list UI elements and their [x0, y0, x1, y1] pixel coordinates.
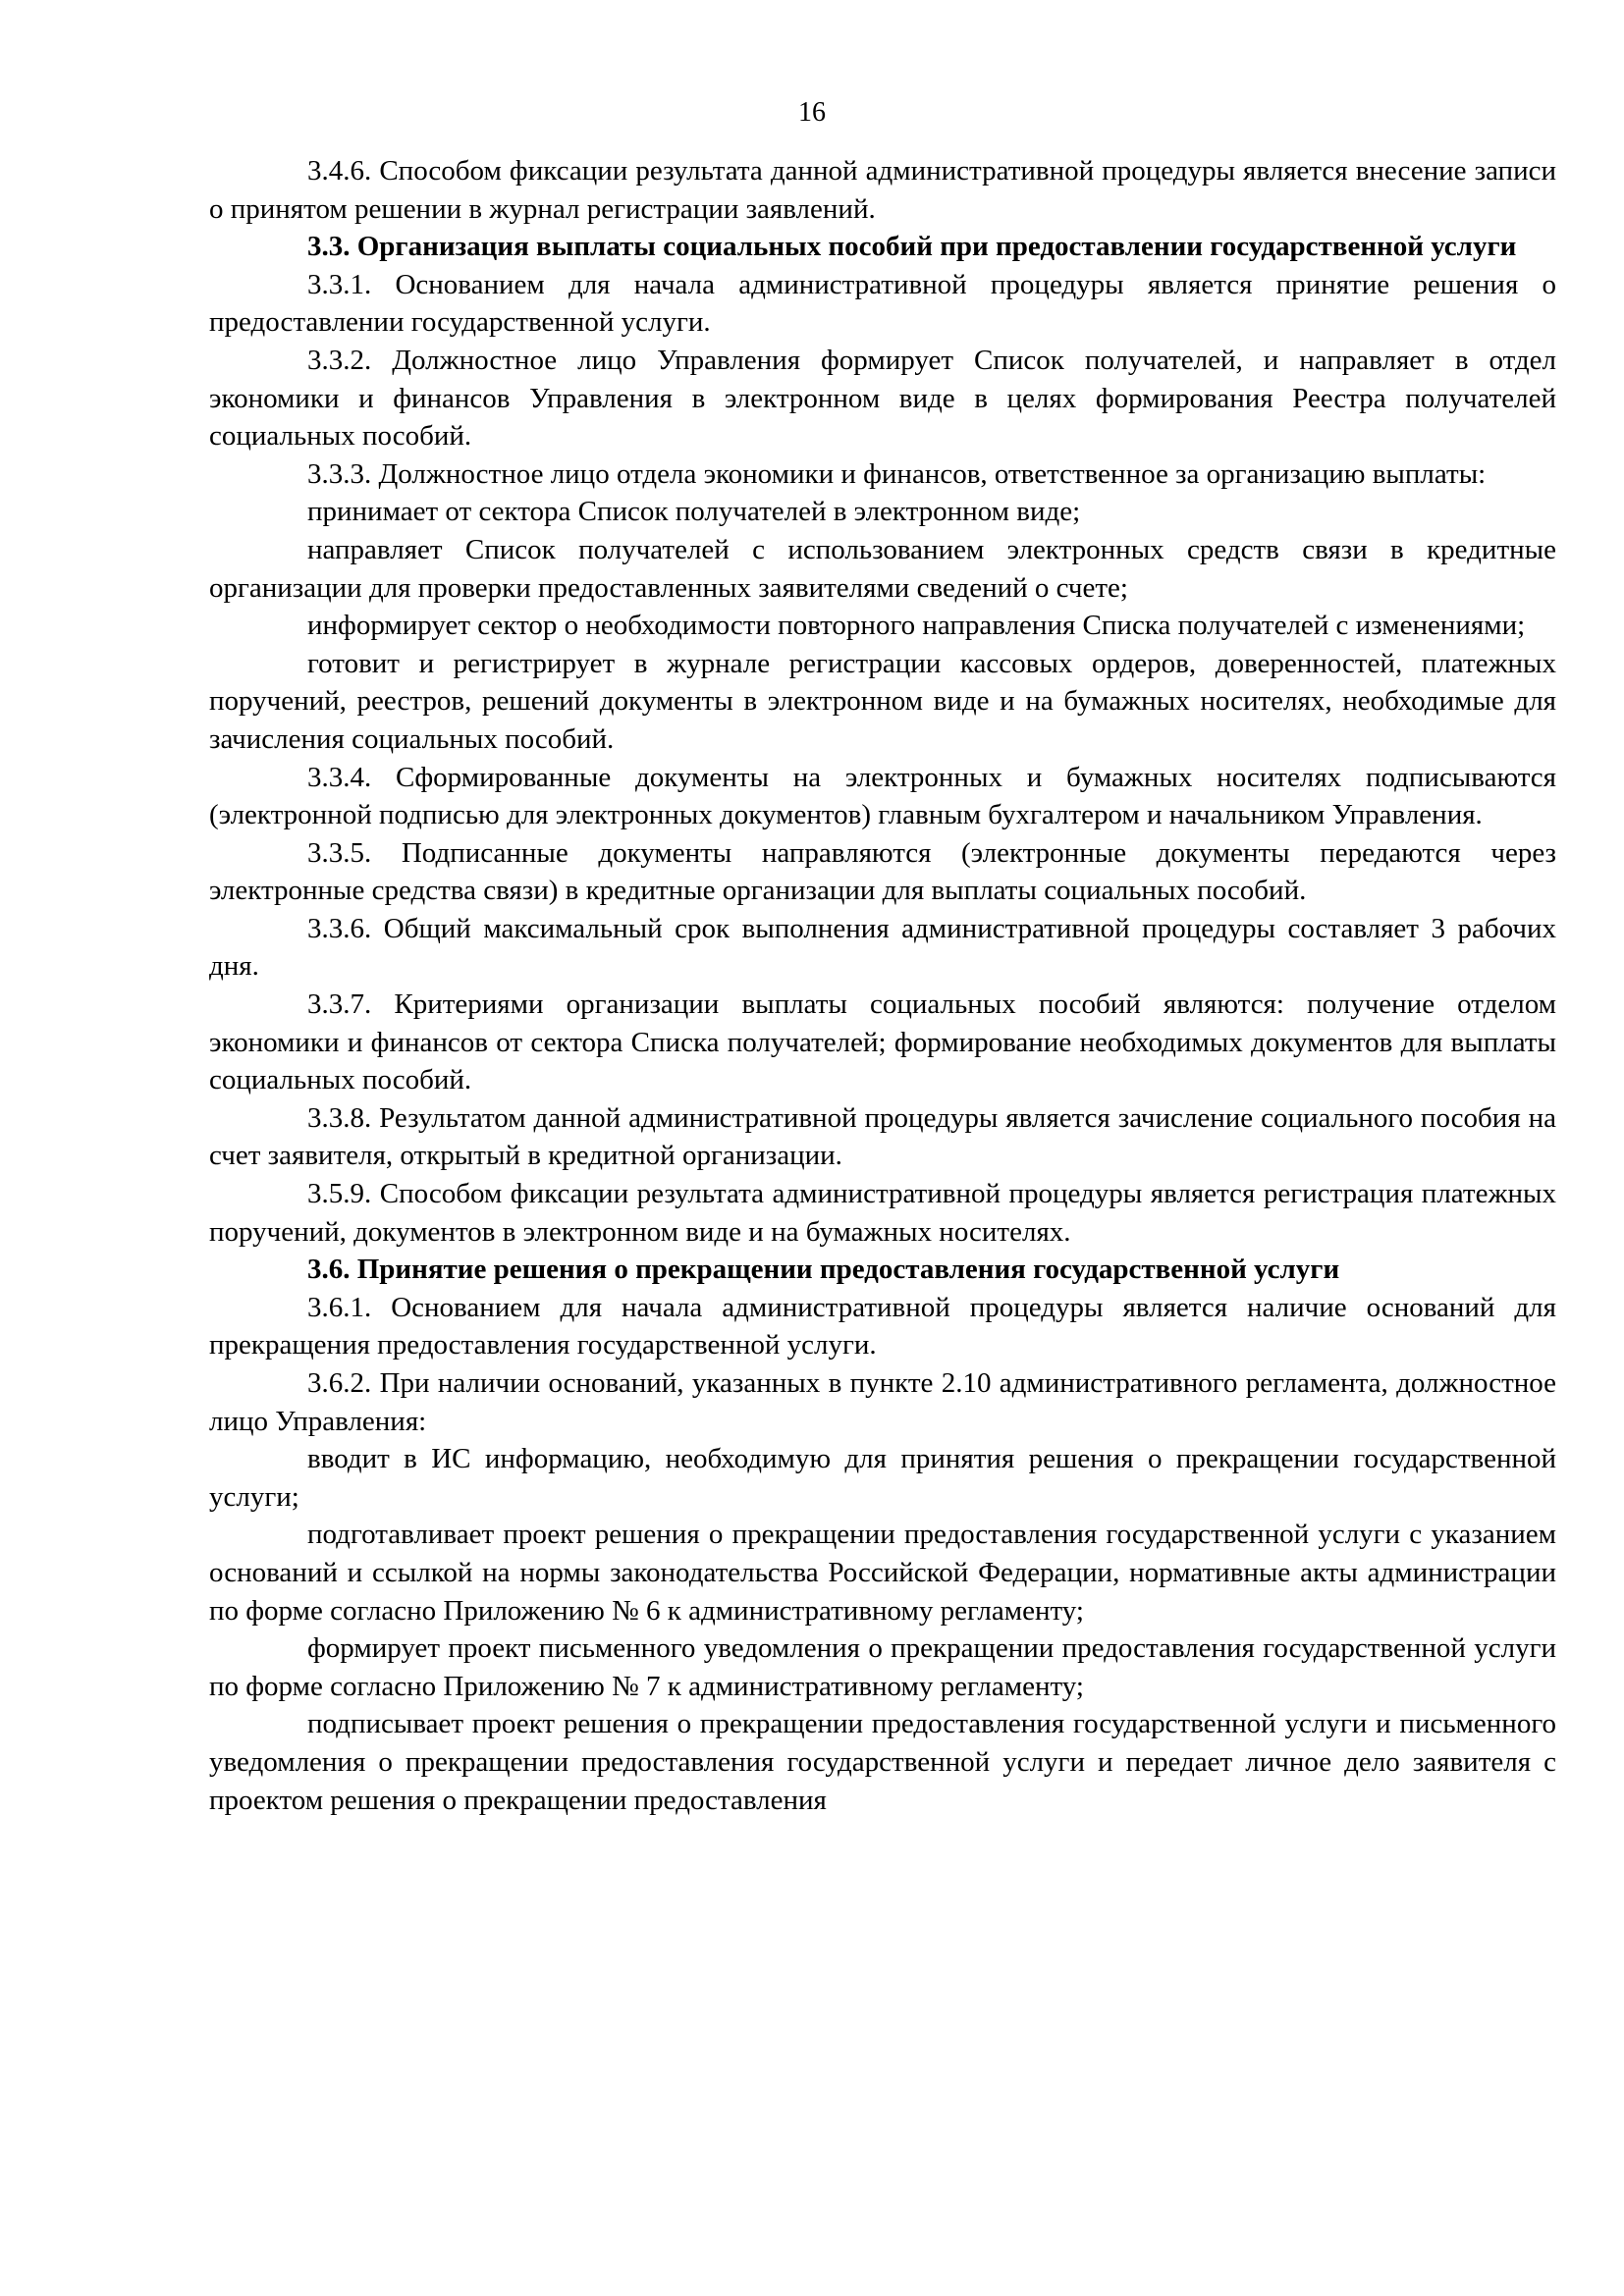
- section-heading: 3.6. Принятие решения о прекращении предоставления государственной услуги: [307, 1254, 1340, 1286]
- page-number: 16: [798, 97, 826, 128]
- paragraph: 3.6.2. При наличии оснований, указанных в пункте 2.10 административного регламента, должностное лицо Управления:: [209, 1367, 1556, 1437]
- list-item: подписывает проект решения о прекращении предоставления государственной услуги и письменного уведомления о прекращении предоставления государственной услуги и передает личное дело заявителя с проектом решения о прекращении предоставления: [209, 1708, 1556, 1816]
- list-item: вводит в ИС информацию, необходимую для принятия решения о прекращении государственной услуги;: [209, 1443, 1556, 1513]
- list-item: формирует проект письменного уведомления о прекращении предоставления государственной услуги по форме согласно Приложению № 7 к административному регламенту;: [209, 1632, 1556, 1702]
- paragraph: 3.3.5. Подписанные документы направляются (электронные документы передаются через электронные средства связи) в кредитные организации для выплаты социальных пособий.: [209, 836, 1556, 907]
- list-item: информирует сектор о необходимости повторного направления Списка получателей с изменениями;: [307, 610, 1526, 642]
- paragraph: 3.6.1. Основанием для начала административной процедуры является наличие оснований для прекращения предоставления государственной услуги.: [209, 1291, 1556, 1362]
- section-heading: 3.3. Организация выплаты социальных пособий при предоставлении государственной услуги: [307, 231, 1517, 263]
- list-item: подготавливает проект решения о прекращении предоставления государственной услуги с указанием оснований и ссылкой на нормы законодательства Российской Федерации, нормативные акты администрации по форме согласно Приложению № 6 к административному регламенту;: [209, 1519, 1556, 1627]
- list-item: готовит и регистрирует в журнале регистрации кассовых ордеров, доверенностей, платежных поручений, реестров, решений документы в электронном виде и на бумажных носителях, необходимые для зачисления социальных пособий.: [209, 647, 1556, 755]
- paragraph: 3.3.3. Должностное лицо отдела экономики и финансов, ответственное за организацию выплаты:: [307, 457, 1487, 490]
- document-body: [209, 152, 1556, 1819]
- paragraph: 3.3.7. Критериями организации выплаты социальных пособий являются: получение отделом экономики и финансов от сектора Списка получателей; формирование необходимых документов для выплаты социальных пособий.: [209, 988, 1556, 1096]
- paragraph: 3.3.2. Должностное лицо Управления формирует Список получателей, и направляет в отдел экономики и финансов Управления в электронном виде в целях формирования Реестра получателей социальных пособий.: [209, 344, 1556, 453]
- list-item: принимает от сектора Список получателей в электронном виде;: [307, 496, 1081, 528]
- paragraph: 3.3.6. Общий максимальный срок выполнения административной процедуры составляет 3 рабочих дня.: [209, 912, 1556, 983]
- paragraph: 3.4.6. Способом фиксации результата данной административной процедуры является внесение записи о принятом решении в журнал регистрации заявлений.: [209, 155, 1556, 225]
- list-item: направляет Список получателей с использованием электронных средств связи в кредитные организации для проверки предоставленных заявителями сведений о счете;: [209, 533, 1556, 604]
- paragraph: 3.5.9. Способом фиксации результата административной процедуры является регистрация платежных поручений, документов в электронном виде и на бумажных носителях.: [209, 1178, 1556, 1248]
- paragraph: 3.3.1. Основанием для начала административной процедуры является принятие решения о предоставлении государственной услуги.: [209, 268, 1556, 339]
- paragraph: 3.3.4. Сформированные документы на электронных и бумажных носителях подписываются (электронной подписью для электронных документов) главным бухгалтером и начальником Управления.: [209, 761, 1556, 831]
- paragraph: 3.3.8. Результатом данной административной процедуры является зачисление социального пособия на счет заявителя, открытый в кредитной организации.: [209, 1101, 1556, 1172]
